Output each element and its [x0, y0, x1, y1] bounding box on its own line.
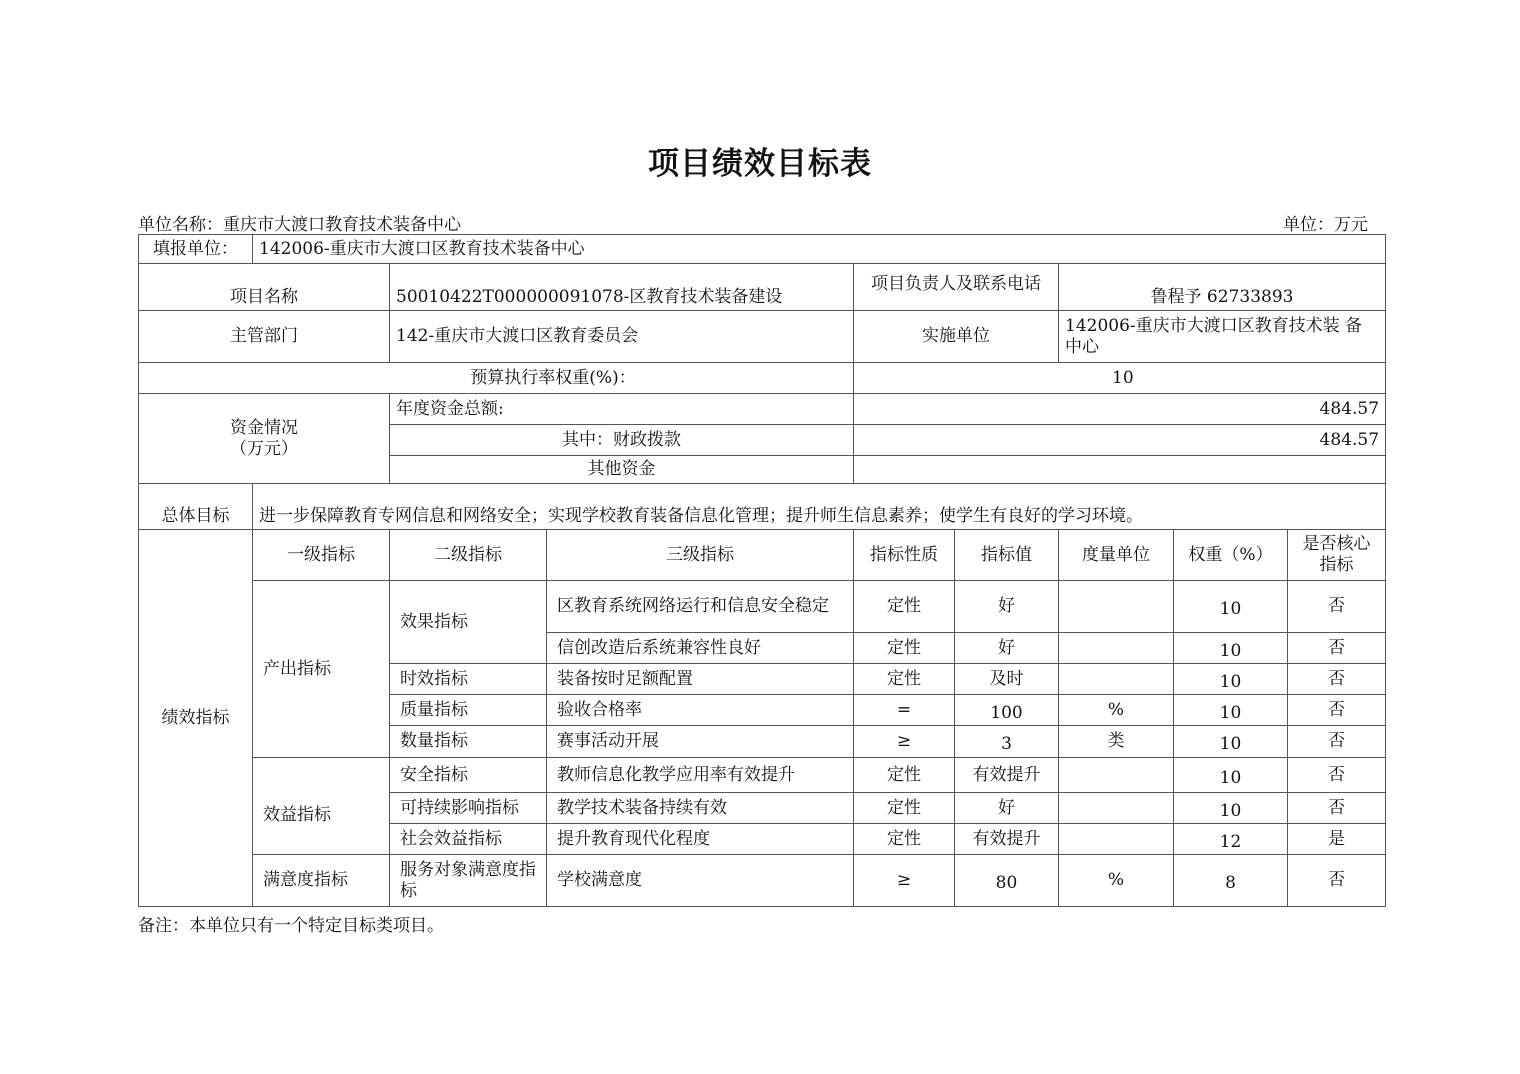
core-cell: 否: [1288, 855, 1386, 907]
level1-benefit: 效益指标: [253, 758, 390, 855]
header-level1: 一级指标: [253, 530, 390, 581]
performance-goal-table: [138, 234, 1386, 907]
weight-cell: 10: [1174, 758, 1288, 793]
weight-cell: 10: [1174, 581, 1288, 633]
level3-cell: 学校满意度: [547, 855, 854, 907]
fund-total-row: [139, 394, 1386, 425]
fund-fiscal-value: 484.57: [854, 425, 1386, 456]
project-name-label: 项目名称: [139, 264, 390, 311]
nature-cell: ≥: [854, 726, 955, 758]
overall-goal-label: 总体目标: [139, 484, 253, 530]
value-cell: 及时: [955, 664, 1059, 695]
value-cell: 80: [955, 855, 1059, 907]
header-core: 是否核心 指标: [1288, 530, 1386, 581]
implementing-unit-value: 142006-重庆市大渡口区教育技术装 备中心: [1059, 311, 1386, 363]
level1-satisfaction: 满意度指标: [253, 855, 390, 907]
nature-cell: 定性: [854, 581, 955, 633]
level2-quantity: 数量指标: [390, 726, 547, 758]
overall-goal-row: [139, 484, 1386, 530]
core-cell: 否: [1288, 664, 1386, 695]
unit-cell: %: [1059, 695, 1174, 726]
budget-weight-row: [139, 363, 1386, 394]
overall-goal-value: 进一步保障教育专网信息和网络安全；实现学校教育装备信息化管理；提升师生信息素养；使学生有良好的学习环境。: [253, 484, 1386, 530]
level2-service: 服务对象满意度指标: [390, 855, 547, 907]
value-cell: 3: [955, 726, 1059, 758]
weight-cell: 8: [1174, 855, 1288, 907]
level3-cell: 教师信息化教学应用率有效提升: [547, 758, 854, 793]
report-unit-row: [139, 235, 1386, 264]
level3-cell: 装备按时足额配置: [547, 664, 854, 695]
header-level2: 二级指标: [390, 530, 547, 581]
header-level3: 三级指标: [547, 530, 854, 581]
footnote: 备注：本单位只有一个特定目标类项目。: [138, 916, 444, 936]
project-contact-value: 鲁程予 62733893: [1059, 264, 1386, 311]
level3-cell: 赛事活动开展: [547, 726, 854, 758]
table-row: [139, 855, 1386, 907]
level3-cell: 验收合格率: [547, 695, 854, 726]
table-row: [139, 758, 1386, 793]
report-unit-label: 填报单位：: [139, 235, 253, 264]
fund-other-label: 其他资金: [390, 456, 854, 484]
level2-sustainable: 可持续影响指标: [390, 793, 547, 824]
value-cell: 好: [955, 581, 1059, 633]
nature-cell: 定性: [854, 664, 955, 695]
core-cell: 否: [1288, 758, 1386, 793]
unit-cell: [1059, 793, 1174, 824]
header-value: 指标值: [955, 530, 1059, 581]
fund-fiscal-label: 其中：财政拨款: [390, 425, 854, 456]
unit-cell: [1059, 664, 1174, 695]
level3-cell: 区教育系统网络运行和信息安全稳定: [547, 581, 854, 633]
value-cell: 好: [955, 633, 1059, 664]
header-weight: 权重（%）: [1174, 530, 1288, 581]
fund-total-label: 年度资金总额:: [390, 394, 854, 425]
project-contact-label: 项目负责人及联系电话: [854, 264, 1059, 311]
department-row: [139, 311, 1386, 363]
project-name-value: 50010422T000000091078-区教育技术装备建设: [390, 264, 854, 311]
table-row: [139, 581, 1386, 633]
weight-cell: 10: [1174, 664, 1288, 695]
level2-social: 社会效益指标: [390, 824, 547, 855]
unit-cell: [1059, 824, 1174, 855]
funds-label-line1: 资金情况: [230, 417, 298, 438]
level3-cell: 信创改造后系统兼容性良好: [547, 633, 854, 664]
weight-cell: 12: [1174, 824, 1288, 855]
funds-label: [139, 394, 390, 484]
unit-cell: %: [1059, 855, 1174, 907]
weight-cell: 10: [1174, 726, 1288, 758]
nature-cell: =: [854, 695, 955, 726]
core-cell: 是: [1288, 824, 1386, 855]
budget-weight-label: 预算执行率权重(%)：: [139, 363, 854, 394]
level1-output: 产出指标: [253, 581, 390, 758]
level2-timeliness: 时效指标: [390, 664, 547, 695]
funds-label-line2: （万元）: [230, 438, 298, 459]
nature-cell: 定性: [854, 793, 955, 824]
level3-cell: 教学技术装备持续有效: [547, 793, 854, 824]
nature-cell: 定性: [854, 633, 955, 664]
level2-quality: 质量指标: [390, 695, 547, 726]
weight-cell: 10: [1174, 793, 1288, 824]
implementing-unit-label: 实施单位: [854, 311, 1059, 363]
level2-safety: 安全指标: [390, 758, 547, 793]
indicator-section-label: 绩效指标: [139, 530, 253, 907]
department-label: 主管部门: [139, 311, 390, 363]
core-cell: 否: [1288, 633, 1386, 664]
core-cell: 否: [1288, 726, 1386, 758]
weight-cell: 10: [1174, 695, 1288, 726]
page-title: 项目绩效目标表: [648, 146, 872, 182]
unit-name-label: 单位名称：重庆市大渡口教育技术装备中心: [138, 215, 461, 235]
level3-cell: 提升教育现代化程度: [547, 824, 854, 855]
header-unit: 度量单位: [1059, 530, 1174, 581]
nature-cell: ≥: [854, 855, 955, 907]
project-name-row: [139, 264, 1386, 311]
nature-cell: 定性: [854, 824, 955, 855]
weight-cell: 10: [1174, 633, 1288, 664]
value-cell: 100: [955, 695, 1059, 726]
value-cell: 有效提升: [955, 824, 1059, 855]
core-cell: 否: [1288, 793, 1386, 824]
unit-cell: [1059, 581, 1174, 633]
unit-cell: 类: [1059, 726, 1174, 758]
fund-other-value: [854, 456, 1386, 484]
core-cell: 否: [1288, 695, 1386, 726]
nature-cell: 定性: [854, 758, 955, 793]
budget-weight-value: 10: [854, 363, 1386, 394]
level2-effect: 效果指标: [390, 581, 547, 664]
header-nature: 指标性质: [854, 530, 955, 581]
report-unit-value: 142006-重庆市大渡口区教育技术装备中心: [253, 235, 1386, 264]
currency-unit-label: 单位：万元: [1283, 215, 1368, 235]
fund-total-value: 484.57: [854, 394, 1386, 425]
unit-cell: [1059, 633, 1174, 664]
value-cell: 有效提升: [955, 758, 1059, 793]
core-cell: 否: [1288, 581, 1386, 633]
department-value: 142-重庆市大渡口区教育委员会: [390, 311, 854, 363]
indicator-header-row: [139, 530, 1386, 581]
value-cell: 好: [955, 793, 1059, 824]
unit-cell: [1059, 758, 1174, 793]
